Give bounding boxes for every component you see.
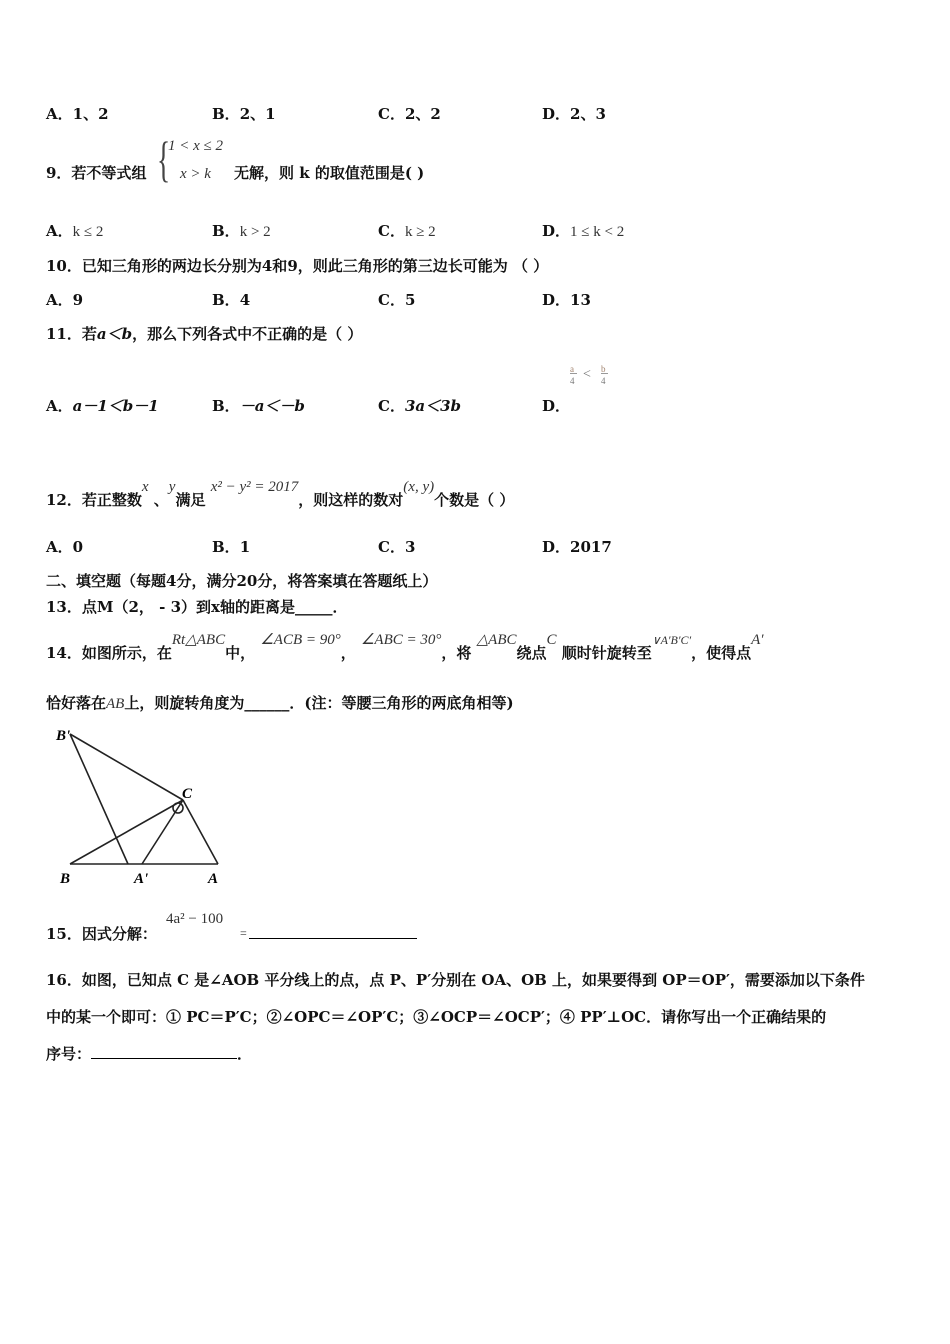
q9-option-d: D．1 ≤ k < 2	[542, 222, 625, 240]
q8-option-a: A．1、2	[46, 105, 109, 123]
q16-line2: 中的某一个即可：① PC＝P′C；②∠OPC＝∠OP′C；③∠OCP＝∠OCP′；④ PP′⊥OC．请你写出一个正确结果的	[46, 1008, 827, 1026]
q10-option-d: D．13	[542, 291, 591, 309]
q11-option-c: C．3a＜3b	[378, 397, 462, 415]
q9-system-line2: x > k	[180, 166, 211, 182]
q11-option-d: D．	[542, 397, 571, 415]
q12-option-a: A．0	[46, 538, 84, 556]
q15-equals: =	[240, 926, 247, 940]
q16-line3: 序号： ．	[46, 1045, 253, 1063]
section-2-heading: 二、填空题（每题4分，满分20分，将答案填在答题纸上）	[46, 572, 438, 590]
q8-option-b: B．2、1	[212, 105, 276, 123]
q15-expression: 4a² − 100	[166, 911, 224, 927]
q12-option-c: C．3	[378, 538, 416, 556]
q11-option-a: A．a－1＜b－1	[46, 397, 159, 415]
fig-segment-bp-c	[70, 734, 183, 800]
fig-segment-b-c	[70, 800, 183, 864]
q10-text: 10．已知三角形的两边长分别为4和9，则此三角形的第三边长可能为 （ ）	[46, 257, 549, 275]
q11-text: 11．若a＜b，那么下列各式中不正确的是（ ）	[46, 325, 363, 343]
q10-option-a: A．9	[46, 291, 84, 309]
q10-option-c: C．5	[378, 291, 416, 309]
fig-label-b: B	[60, 871, 71, 887]
q9-option-a: A．k ≤ 2	[46, 222, 104, 240]
fig-segment-c-ap	[142, 800, 183, 864]
q10-option-b: B．4	[212, 291, 251, 309]
q9-prefix: 9．若不等式组	[46, 164, 147, 182]
fig-label-c: C	[182, 786, 193, 802]
q16-answer-blank[interactable]	[91, 1044, 237, 1059]
q16-line1: 16．如图，已知点 C 是∠AOB 平分线上的点，点 P、P′分别在 OA、OB 上，如果要得到 OP＝OP′，需要添加以下条件	[46, 971, 865, 989]
q11-option-b: B．－a＜－b	[212, 397, 305, 415]
q15-prefix: 15．因式分解：	[46, 925, 157, 943]
fig-segment-c-a	[183, 800, 218, 864]
q15-answer-blank[interactable]	[249, 924, 417, 939]
fig-label-b-prime: B'	[56, 728, 71, 744]
q14-line1: 14．如图所示，在Rt△ABC中， ∠ACB = 90°， ∠ABC = 30°，将 △ABC绕点C 顺时针旋转至$^{\vee A'B'C'}$，使得点A′	[46, 632, 764, 662]
q8-option-d: D．2、3	[542, 105, 606, 123]
q12-text: 12．若正整数x 、y满足 x² − y² = 2017，则这样的数对(x, y)个数是（ ）	[46, 479, 515, 509]
q11-option-d-formula: a 4 < b 4	[570, 364, 614, 396]
q12-option-b: B．1	[212, 538, 251, 556]
q14-figure	[50, 724, 230, 890]
q9-option-c: C．k ≥ 2	[378, 222, 436, 240]
q9-system-line1: 1 < x ≤ 2	[168, 138, 224, 154]
q9-option-b: B．k > 2	[212, 222, 271, 240]
fig-label-a-prime: A'	[134, 871, 149, 887]
q9-suffix: 无解，则 k 的取值范围是( )	[234, 164, 425, 182]
fig-segment-bp-ap	[70, 734, 128, 864]
q12-option-d: D．2017	[542, 538, 612, 556]
q14-line2: 恰好落在AB上，则旋转角度为______．(注：等腰三角形的两底角相等)	[46, 694, 514, 712]
q8-option-c: C．2、2	[378, 105, 441, 123]
fig-label-a: A	[208, 871, 219, 887]
q9-system-brace: {	[157, 131, 171, 187]
q13-text: 13．点M（2， - 3）到x轴的距离是_____．	[46, 598, 348, 616]
